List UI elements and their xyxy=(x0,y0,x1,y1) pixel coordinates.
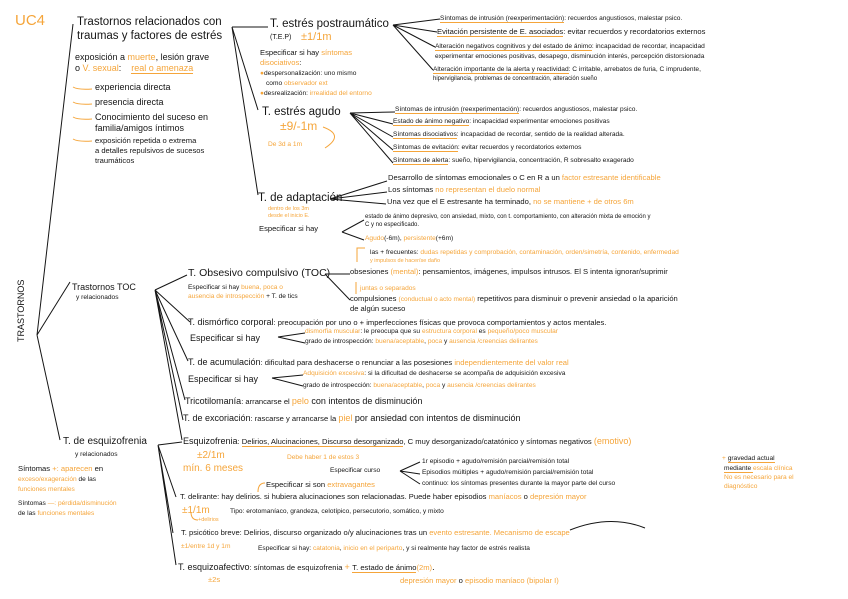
brief-specifier: Especificar si hay: catatonia, inicio en el periparto, y si realmente hay factor de estrés realista xyxy=(258,545,530,552)
adaptation-subtype-cont: C y no especificado. xyxy=(365,222,420,228)
bdd-specifier: Especificar si hay xyxy=(190,333,261,343)
toc-title: Trastornos TOC xyxy=(72,282,136,292)
ptsd-specifier-2: disociativos: xyxy=(260,58,302,67)
brief-duration: ±1/entre 1d y 1m xyxy=(181,543,231,550)
ptsd-criterion: Alteración negativos cognitivos y del estado de ánimo: incapacidad de recordar, incapacidad xyxy=(435,43,705,50)
root-label: TRASTORNOS xyxy=(16,279,26,342)
exposure-item: traumáticos xyxy=(95,156,135,165)
acute-criterion: Síntomas disociativos: incapacidad de recordar, sentido de la realidad alterada. xyxy=(393,131,625,138)
ocd-joint: juntas o separados xyxy=(360,285,416,292)
severity-note-4: diagnóstico xyxy=(724,483,758,490)
course-specifier: Especificar curso xyxy=(330,467,381,474)
ocd-specifier-2: ausencia de introspección + T. de tics xyxy=(188,293,298,300)
schizo-title-2: y relacionados xyxy=(75,451,118,458)
ocd-specifier: Especificar si hay buena, poca o xyxy=(188,284,283,291)
adaptation-specifier: Especificar si hay xyxy=(259,224,319,233)
ptsd-bullet-derealization: ●desrealización: irrealidad del entorno xyxy=(260,90,372,97)
ptsd-criterion-cont: hipervigilancia, problemas de concentración, alteración sueño xyxy=(433,76,598,82)
schizoaffective: T. esquizoafectivo: síntomas de esquizofrenia + T. estado de ánimo(2m). xyxy=(178,562,435,572)
ptsd-criterion: Síntomas de intrusión (reexperimentación): recuerdos angustiosos, malestar psico. xyxy=(440,15,683,22)
excoriation: T. de excoriación: rascarse y arrancarse la piel por ansiedad con intentos de disminución xyxy=(183,413,521,423)
adaptation-criterion: Una vez que el E estresante ha terminado, no se mantiene + de otros 6m xyxy=(387,197,634,206)
acute-title: T. estrés agudo xyxy=(262,106,341,118)
positive-symptoms-3: funciones mentales xyxy=(18,486,75,493)
ocd-compulsions-2: de algún suceso xyxy=(350,304,406,313)
positive-symptoms-2: exceso/exageración de las xyxy=(18,476,97,483)
ocd-obsessions: obsesiones (mental): pensamientos, imágenes, impulsos intrusos. El S intenta ignorar/suprimir xyxy=(350,267,668,276)
ptsd-criterion: Evitación persistente de E. asociados: evitar recuerdos y recordatorios externos xyxy=(437,27,706,36)
exposure-item: presencia directa xyxy=(95,97,164,107)
exposure-item: a detalles repulsivos de sucesos xyxy=(95,146,205,155)
ocd-compulsions: compulsiones (conductual o acto mental) repetitivos para disminuir o prevenir ansiedad o la aparición xyxy=(350,294,678,303)
schizophrenia-minimum: mín. 6 meses xyxy=(183,463,244,474)
bdd-muscle: dismorfia muscular: le preocupa que su estructura corporal es pequeño/poco muscular xyxy=(305,328,558,335)
adaptation-note: dentro de los 3m xyxy=(268,206,309,212)
hoarding-acquisition: Adquisición excesiva: si la dificultad de deshacerse se acompaña de adquisición excesiva xyxy=(303,370,566,377)
severity-note-2: mediante escala clínica xyxy=(724,465,793,472)
trauma-exposure: exposición a muerte, lesión grave xyxy=(75,52,210,62)
trauma-title-2: traumas y factores de estrés xyxy=(77,30,223,42)
ptsd-specifier: Especificar si hay síntomas xyxy=(260,48,353,57)
page-title: UC4 xyxy=(15,12,46,29)
schizo-title: T. de esquizofrenia xyxy=(63,436,147,447)
schizophrenia: Esquizofrenia: Delirios, Alucinaciones, Discurso desorganizado, C muy desorganizado/catatónico y síntomas negativos (emotivo) xyxy=(183,436,632,446)
acute-criterion: Síntomas de intrusión (reexperimentación): recuerdos angustiosos, malestar psico. xyxy=(395,106,638,113)
ptsd-abbr: (T.E.P) xyxy=(270,34,292,41)
toc-title-2: y relacionados xyxy=(76,294,119,301)
adaptation-subtype: estado de ánimo depresivo, con ansiedad, mixto, con t. comportamiento, con alteración mixta de emoción y xyxy=(365,214,651,220)
acute-criterion: Síntomas de evitación: evitar recuerdos y recordatorios externos xyxy=(393,144,582,151)
ptsd-title: T. estrés postraumático xyxy=(270,18,389,30)
ocd-frequent: las + frecuentes: dudas repetidas y comprobación, contaminación, orden/simetría, contenido, enfermedad xyxy=(370,249,679,256)
adaptation-criterion: Los síntomas no representan el duelo normal xyxy=(388,185,541,194)
negative-symptoms: Síntomas —: pérdida/disminución xyxy=(18,500,117,507)
schizophrenia-duration: ±2/1m xyxy=(197,450,225,461)
ptsd-criterion: Alteración importante de la alerta y reactividad: C irritable, arrebatos de furia, C imprudente, xyxy=(433,66,701,73)
severity-note-3: No es necesario para el xyxy=(724,474,794,481)
hoarding-specifier: Especificar si hay xyxy=(188,374,259,384)
ptsd-duration: ±1/1m xyxy=(301,31,332,43)
schizoaffective-mood: depresión mayor o episodio maníaco (bipolar I) xyxy=(400,576,559,585)
acute-criterion: Estado de ánimo negativo: incapacidad experimentar emociones positivas xyxy=(393,118,610,125)
ptsd-bullet-depersonalization-2: como observador ext xyxy=(266,80,328,87)
exposure-item: exposición repetida o extrema xyxy=(95,136,197,145)
negative-symptoms-2: de las funciones mentales xyxy=(18,510,95,517)
bdd-insight: grado de introspección: buena/aceptable, poca y ausencia /creencias delirantes xyxy=(305,338,538,345)
ptsd-bullet-depersonalization: ●despersonalización: uno mismo xyxy=(260,70,357,77)
adaptation-note: desde el inicio E. xyxy=(268,213,310,219)
adaptation-duration: Agudo(-6m), persistente(+6m) xyxy=(365,235,454,242)
trauma-title-1: Trastornos relacionados con xyxy=(77,16,222,28)
ptsd-criterion-cont: experimentar emociones positivas, desapego, disminución interés, percepción distorsionada xyxy=(435,53,705,60)
trichotillomania: Tricotilomanía: arrancarse el pelo con intentos de disminución xyxy=(185,396,423,406)
acute-criterion: Síntomas de alerta: sueño, hipervigilancia, concentración, R sobresalto exagerado xyxy=(393,157,634,164)
positive-symptoms: Síntomas +: aparecen en xyxy=(18,464,104,473)
schizoaffective-duration: ±2s xyxy=(208,575,221,584)
delusional-duration: ±1/1m xyxy=(182,505,210,516)
acute-range: De 3d a 1m xyxy=(268,141,303,148)
delusional-specifier: Especificar si son extravagantes xyxy=(266,480,375,489)
exposure-item: Conocimiento del suceso en xyxy=(95,112,209,122)
course-option: continuo: los síntomas presentes durante la mayor parte del curso xyxy=(422,480,616,487)
severity-note: + gravedad actual xyxy=(722,455,775,462)
trauma-exposure-2: o V. sexual: real o amenaza xyxy=(75,63,194,73)
exposure-item: experiencia directa xyxy=(95,82,171,92)
delusional-types: Tipo: erotomaníaco, grandeza, celotípico, persecutorio, somático, y mixto xyxy=(230,508,444,515)
course-option: 1r episodio + agudo/remisión parcial/remisión total xyxy=(422,458,570,465)
adaptation-title: T. de adaptación xyxy=(258,192,343,204)
ocd-frequent-2: y impulsos de hacer/se daño xyxy=(370,258,441,264)
hoarding-title: T. de acumulación: dificultad para deshacerse o renunciar a las posesiones independientemente del valor real xyxy=(188,357,569,367)
hoarding-insight: grado de introspección: buena/aceptable, poca y ausencia /creencias delirantes xyxy=(303,382,536,389)
acute-duration: ±9/-1m xyxy=(280,119,318,133)
adaptation-criterion: Desarrollo de síntomas emocionales o C en R a un factor estresante identificable xyxy=(388,173,661,182)
delusional-sub: +delirios xyxy=(198,517,219,523)
course-option: Episodios múltiples + agudo/remisión parcial/remisión total xyxy=(422,469,594,476)
exposure-item: familia/amigos íntimos xyxy=(95,123,185,133)
ocd-title: T. Obsesivo compulsivo (TOC) xyxy=(188,267,331,279)
schizophrenia-note: Debe haber 1 de estos 3 xyxy=(287,454,360,461)
bdd-title: T. dismórfico corporal: preocupación por uno o + imperfecciones físicas que provoca comportamientos y actos mentales. xyxy=(188,317,607,327)
brief-psychotic: T. psicótico breve: Delirios, discurso organizado o/y alucinaciones tras un evento estresante. Mecanismo de escape xyxy=(181,528,570,537)
delusional-disorder: T. delirante: hay delirios. si hubiera alucinaciones son relacionadas. Puede haber episodios maníacos o depresión mayor xyxy=(180,492,587,501)
